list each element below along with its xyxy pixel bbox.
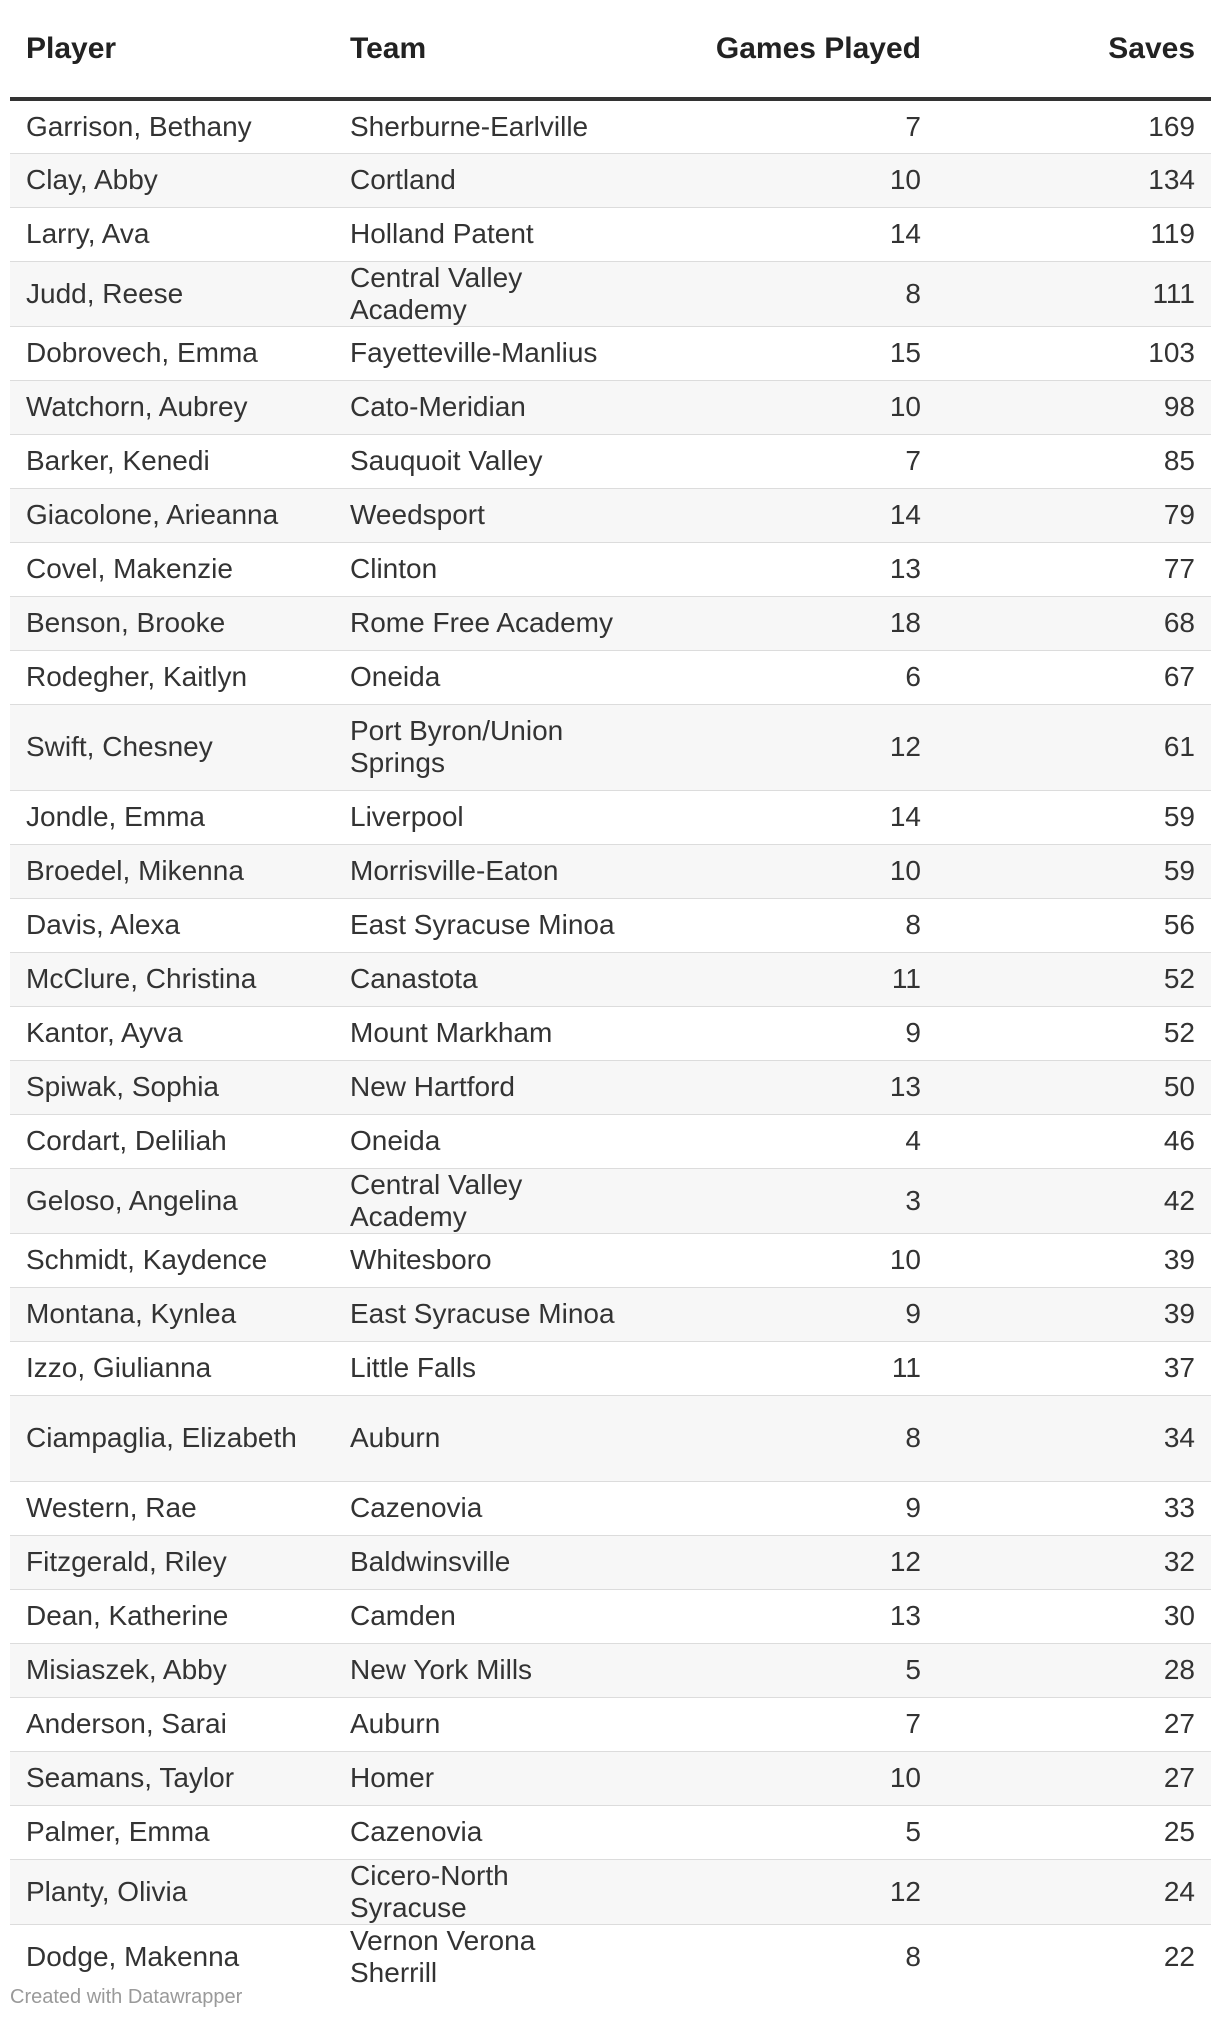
datawrapper-credit: Created with Datawrapper [10, 1986, 243, 2008]
team-cell: Central Valley Academy [334, 1168, 634, 1233]
games-played-cell: 9 [634, 1287, 937, 1341]
games-played-cell: 14 [634, 207, 937, 261]
table-row [10, 1341, 1211, 1395]
saves-cell: 46 [937, 1114, 1211, 1168]
player-cell: Geloso, Angelina [10, 1168, 334, 1233]
saves-cell: 56 [937, 898, 1211, 952]
team-cell: Holland Patent [334, 207, 634, 261]
saves-cell: 24 [937, 1859, 1211, 1924]
team-cell: Clinton [334, 542, 634, 596]
player-cell: Anderson, Sarai [10, 1697, 334, 1751]
saves-cell: 32 [937, 1535, 1211, 1589]
player-cell: Montana, Kynlea [10, 1287, 334, 1341]
table-row [10, 1805, 1211, 1859]
saves-cell: 33 [937, 1481, 1211, 1535]
column-header-player[interactable]: Player [10, 0, 334, 99]
saves-cell: 27 [937, 1751, 1211, 1805]
games-played-cell: 4 [634, 1114, 937, 1168]
table-row [10, 99, 1211, 153]
games-played-cell: 9 [634, 1006, 937, 1060]
team-cell: Liverpool [334, 790, 634, 844]
table-row [10, 650, 1211, 704]
player-cell: Giacolone, Arieanna [10, 488, 334, 542]
player-cell: Western, Rae [10, 1481, 334, 1535]
table-row [10, 844, 1211, 898]
games-played-cell: 13 [634, 542, 937, 596]
saves-cell: 28 [937, 1643, 1211, 1697]
player-cell: Dobrovech, Emma [10, 326, 334, 380]
player-cell: Schmidt, Kaydence [10, 1233, 334, 1287]
saves-cell: 34 [937, 1395, 1211, 1481]
player-cell: Spiwak, Sophia [10, 1060, 334, 1114]
team-cell: Morrisville-Eaton [334, 844, 634, 898]
saves-cell: 25 [937, 1805, 1211, 1859]
team-cell: Baldwinsville [334, 1535, 634, 1589]
team-cell: Homer [334, 1751, 634, 1805]
team-cell: Sherburne-Earlville [334, 99, 634, 153]
team-cell: Cazenovia [334, 1805, 634, 1859]
player-cell: Ciampaglia, Elizabeth [10, 1395, 334, 1481]
table-row [10, 596, 1211, 650]
games-played-cell: 3 [634, 1168, 937, 1233]
games-played-cell: 11 [634, 1341, 937, 1395]
player-cell: Seamans, Taylor [10, 1751, 334, 1805]
saves-cell: 59 [937, 790, 1211, 844]
games-played-cell: 12 [634, 1859, 937, 1924]
player-cell: Dean, Katherine [10, 1589, 334, 1643]
table-row [10, 1060, 1211, 1114]
saves-cell: 52 [937, 1006, 1211, 1060]
table-row [10, 488, 1211, 542]
team-cell: Weedsport [334, 488, 634, 542]
table-row [10, 434, 1211, 488]
player-cell: Benson, Brooke [10, 596, 334, 650]
games-played-cell: 8 [634, 1395, 937, 1481]
saves-cell: 119 [937, 207, 1211, 261]
team-cell: Little Falls [334, 1341, 634, 1395]
saves-cell: 42 [937, 1168, 1211, 1233]
games-played-cell: 12 [634, 704, 937, 790]
player-cell: Rodegher, Kaitlyn [10, 650, 334, 704]
table-row [10, 207, 1211, 261]
table-row [10, 790, 1211, 844]
games-played-cell: 10 [634, 153, 937, 207]
saves-cell: 169 [937, 99, 1211, 153]
player-cell: Jondle, Emma [10, 790, 334, 844]
player-cell: Larry, Ava [10, 207, 334, 261]
table-row [10, 153, 1211, 207]
games-played-cell: 18 [634, 596, 937, 650]
saves-cell: 98 [937, 380, 1211, 434]
table-row [10, 1395, 1211, 1481]
column-header-games-played[interactable]: Games Played [634, 0, 937, 99]
table-row [10, 1589, 1211, 1643]
player-cell: Kantor, Ayva [10, 1006, 334, 1060]
saves-cell: 50 [937, 1060, 1211, 1114]
table-row [10, 1751, 1211, 1805]
table-row [10, 1287, 1211, 1341]
games-played-cell: 7 [634, 434, 937, 488]
player-cell: Clay, Abby [10, 153, 334, 207]
table-row [10, 898, 1211, 952]
games-played-cell: 12 [634, 1535, 937, 1589]
saves-cell: 67 [937, 650, 1211, 704]
team-cell: Auburn [334, 1697, 634, 1751]
player-cell: Davis, Alexa [10, 898, 334, 952]
saves-cell: 103 [937, 326, 1211, 380]
saves-cell: 111 [937, 261, 1211, 326]
data-table-container [10, 0, 1211, 1989]
team-cell: Auburn [334, 1395, 634, 1481]
games-played-cell: 5 [634, 1805, 937, 1859]
table-row [10, 380, 1211, 434]
table-row [10, 1006, 1211, 1060]
games-played-cell: 14 [634, 790, 937, 844]
column-header-team[interactable]: Team [334, 0, 634, 99]
team-cell: Port Byron/Union Springs [334, 704, 634, 790]
player-cell: Barker, Kenedi [10, 434, 334, 488]
games-played-cell: 11 [634, 952, 937, 1006]
team-cell: Rome Free Academy [334, 596, 634, 650]
player-cell: Covel, Makenzie [10, 542, 334, 596]
team-cell: East Syracuse Minoa [334, 1287, 634, 1341]
games-played-cell: 13 [634, 1589, 937, 1643]
table-row [10, 1697, 1211, 1751]
games-played-cell: 8 [634, 898, 937, 952]
team-cell: Cicero-North Syracuse [334, 1859, 634, 1924]
saves-cell: 85 [937, 434, 1211, 488]
player-cell: Fitzgerald, Riley [10, 1535, 334, 1589]
games-played-cell: 10 [634, 844, 937, 898]
table-row [10, 1535, 1211, 1589]
table-row [10, 1168, 1211, 1233]
saves-cell: 39 [937, 1233, 1211, 1287]
table-body [10, 99, 1211, 1989]
team-cell: Oneida [334, 1114, 634, 1168]
team-cell: Cato-Meridian [334, 380, 634, 434]
player-cell: McClure, Christina [10, 952, 334, 1006]
games-played-cell: 10 [634, 1751, 937, 1805]
saves-cell: 52 [937, 952, 1211, 1006]
table-row [10, 1481, 1211, 1535]
player-cell: Planty, Olivia [10, 1859, 334, 1924]
player-cell: Broedel, Mikenna [10, 844, 334, 898]
table-row [10, 542, 1211, 596]
saves-cell: 37 [937, 1341, 1211, 1395]
games-played-cell: 10 [634, 380, 937, 434]
games-played-cell: 10 [634, 1233, 937, 1287]
player-cell: Judd, Reese [10, 261, 334, 326]
team-cell: Camden [334, 1589, 634, 1643]
games-played-cell: 8 [905, 1940, 921, 1972]
player-cell: Misiaszek, Abby [10, 1643, 334, 1697]
table-header [10, 0, 1211, 99]
saves-cell: 79 [937, 488, 1211, 542]
player-cell: Izzo, Giulianna [10, 1341, 334, 1395]
games-played-cell: 9 [634, 1481, 937, 1535]
saves-cell: 27 [937, 1697, 1211, 1751]
team-cell: Fayetteville-Manlius [334, 326, 634, 380]
games-played-cell: 14 [634, 488, 937, 542]
saves-cell: 61 [937, 704, 1211, 790]
table-row [10, 261, 1211, 326]
header-row [10, 0, 1211, 99]
games-played-cell: 5 [634, 1643, 937, 1697]
team-cell: New York Mills [334, 1643, 634, 1697]
player-cell: Palmer, Emma [10, 1805, 334, 1859]
saves-cell: 59 [937, 844, 1211, 898]
games-played-cell: 7 [634, 99, 937, 153]
team-cell: Central Valley Academy [334, 261, 634, 326]
team-cell: East Syracuse Minoa [334, 898, 634, 952]
saves-cell: 68 [937, 596, 1211, 650]
table-row [10, 952, 1211, 1006]
team-cell: Whitesboro [334, 1233, 634, 1287]
team-cell: Cortland [334, 153, 634, 207]
games-played-cell: 15 [634, 326, 937, 380]
games-played-cell: 8 [634, 261, 937, 326]
player-cell: Cordart, Deliliah [10, 1114, 334, 1168]
games-played-cell: 13 [634, 1060, 937, 1114]
table-row [10, 1114, 1211, 1168]
saves-cell: 77 [937, 542, 1211, 596]
player-cell: Dodge, Makenna [26, 1940, 240, 1972]
table-row [10, 326, 1211, 380]
saves-table [10, 0, 1211, 1989]
team-cell: Mount Markham [334, 1006, 634, 1060]
table-row [10, 1924, 1211, 1989]
saves-cell: 39 [937, 1287, 1211, 1341]
player-cell: Garrison, Bethany [10, 99, 334, 153]
table-row [10, 704, 1211, 790]
team-cell: Oneida [334, 650, 634, 704]
team-cell: Canastota [334, 952, 634, 1006]
saves-cell: 134 [937, 153, 1211, 207]
table-row [10, 1233, 1211, 1287]
table-row [10, 1859, 1211, 1924]
team-cell: Sauquoit Valley [334, 434, 634, 488]
column-header-saves[interactable]: Saves [937, 0, 1211, 99]
table-row [10, 1643, 1211, 1697]
team-cell: Cazenovia [334, 1481, 634, 1535]
saves-cell: 22 [1163, 1940, 1195, 1972]
games-played-cell: 7 [634, 1697, 937, 1751]
saves-cell: 30 [937, 1589, 1211, 1643]
player-cell: Swift, Chesney [10, 704, 334, 790]
team-cell: New Hartford [334, 1060, 634, 1114]
games-played-cell: 6 [634, 650, 937, 704]
team-cell: Vernon Verona Sherrill [350, 1924, 536, 1988]
player-cell: Watchorn, Aubrey [10, 380, 334, 434]
